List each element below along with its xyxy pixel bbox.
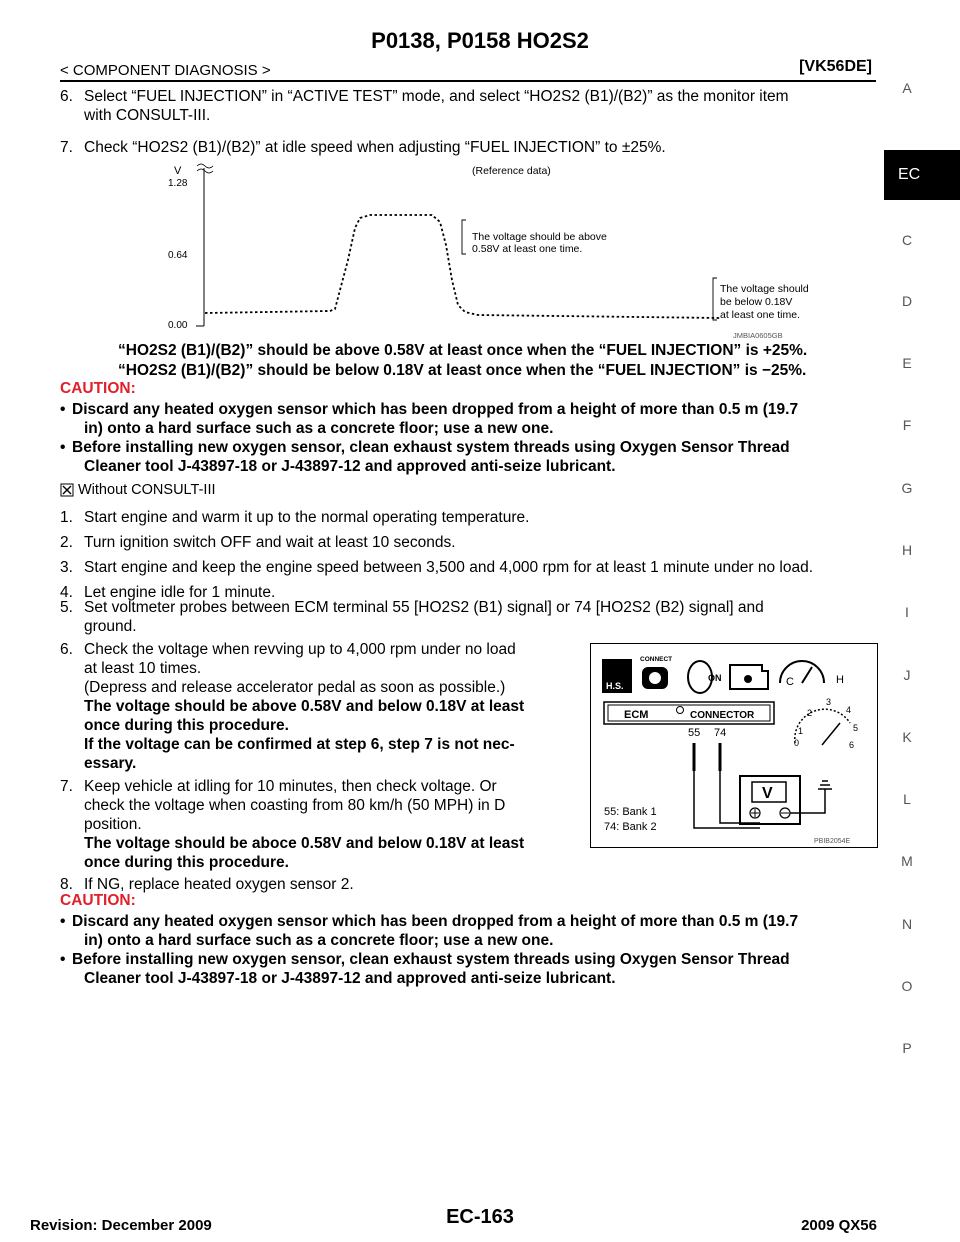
connect-label: CONNECT [640, 656, 673, 663]
spec-below: “HO2S2 (B1)/(B2)” should be below 0.18V at least once when the “FUEL INJECTION” is −25%. [118, 362, 807, 379]
axis-unit: V [174, 165, 182, 177]
section-tab-c[interactable]: C [901, 232, 913, 248]
step-text: (Depress and release accelerator pedal as soon as possible.) [84, 679, 506, 696]
voltage-waveform [205, 215, 720, 318]
caution-text: Before installing new oxygen sensor, clean exhaust system threads using Oxygen Sensor Thread [72, 951, 790, 968]
svg-text:ECM: ECM [624, 709, 649, 721]
tick-label: 0.64 [168, 250, 188, 261]
step-text: Start engine and warm it up to the normal operating temperature. [84, 509, 530, 526]
bank-label: 55: Bank 1 [604, 806, 657, 818]
step-text: check the voltage when coasting from 80 km/h (50 MPH) in D [84, 797, 506, 814]
section-tab-g[interactable]: G [901, 480, 913, 496]
step-text: Check “HO2S2 (B1)/(B2)” at idle speed when adjusting “FUEL INJECTION” to ±25%. [84, 139, 666, 156]
without-consult-label: Without CONSULT-III [78, 482, 216, 498]
section-tab-i[interactable]: I [905, 604, 909, 620]
section-tab-j[interactable]: J [903, 667, 911, 683]
bullet-icon: • [60, 951, 66, 968]
page-number: EC-163 [446, 1206, 514, 1228]
step-text: with CONSULT-III. [84, 107, 211, 124]
step-text: Start engine and keep the engine speed between 3,500 and 4,000 rpm for at least 1 minute under no load. [84, 559, 814, 576]
voltage-graph [160, 160, 820, 342]
step-text: Check the voltage when revving up to 4,000 rpm under no load [84, 641, 516, 658]
caution-label: CAUTION: [60, 380, 136, 397]
svg-text:CONNECTOR: CONNECTOR [690, 710, 755, 721]
spec-above: “HO2S2 (B1)/(B2)” should be above 0.58V at least once when the “FUEL INJECTION” is +25%. [118, 342, 808, 359]
spec-text: If the voltage can be confirmed at step 6, step 7 is not nec- [84, 736, 515, 753]
svg-text:4: 4 [846, 705, 852, 715]
svg-text:ON: ON [708, 673, 722, 683]
svg-text:0: 0 [794, 738, 800, 748]
step-text: at least 10 times. [84, 660, 202, 677]
caution-text: Discard any heated oxygen sensor which has been dropped from a height of more than 0.5 m (19.7 [72, 913, 799, 930]
terminal-55: 55 [688, 727, 701, 739]
note-below: at least one time. [720, 309, 800, 321]
axis-break-icon [197, 164, 213, 173]
tick-label: 0.00 [168, 320, 188, 331]
section-tab-h[interactable]: H [901, 542, 913, 558]
note-above: The voltage should be above [472, 231, 607, 243]
svg-text:C: C [786, 676, 794, 688]
bullet-icon: • [60, 913, 66, 930]
caution-label: CAUTION: [60, 892, 136, 909]
caution-text: Cleaner tool J-43897-18 or J-43897-12 and approved anti-seize lubricant. [84, 458, 616, 475]
svg-text:2: 2 [807, 708, 813, 718]
note-below: The voltage should [720, 283, 809, 295]
figure-code: PBIB2054E [814, 838, 851, 845]
svg-text:1: 1 [798, 726, 804, 736]
svg-text:H.S.: H.S. [606, 681, 624, 691]
step-text: Keep vehicle at idling for 10 minutes, then check voltage. Or [84, 778, 497, 795]
tool-icon [60, 483, 74, 497]
step-text: ground. [84, 618, 137, 635]
section-tab-o[interactable]: O [901, 978, 913, 994]
voltmeter-diagram [590, 643, 878, 848]
bank-label: 74: Bank 2 [604, 821, 657, 833]
reference-label: (Reference data) [472, 165, 551, 177]
bullet-icon: • [60, 401, 66, 418]
section-tab-n[interactable]: N [901, 916, 913, 932]
header-rule [60, 80, 876, 82]
vehicle-model: 2009 QX56 [801, 1217, 877, 1234]
step-text: Select “FUEL INJECTION” in “ACTIVE TEST” mode, and select “HO2S2 (B1)/(B2)” as the monitor item [84, 88, 789, 105]
spec-text: once during this procedure. [84, 854, 289, 871]
section-tab-l[interactable]: L [903, 791, 911, 807]
step-number: 7. [60, 139, 73, 156]
svg-text:6: 6 [849, 740, 855, 750]
section-tab-p[interactable]: P [902, 1040, 912, 1056]
section-tab-f[interactable]: F [902, 417, 912, 433]
step-text: Set voltmeter probes between ECM terminal 55 [HO2S2 (B1) signal] or 74 [HO2S2 (B2) signal] and [84, 599, 764, 616]
bracket-below [713, 278, 717, 320]
section-tab-d[interactable]: D [901, 293, 913, 309]
step-text: position. [84, 816, 142, 833]
caution-text: Before installing new oxygen sensor, clean exhaust system threads using Oxygen Sensor Thread [72, 439, 790, 456]
breadcrumb: < COMPONENT DIAGNOSIS > [60, 62, 271, 79]
bullet-icon: • [60, 439, 66, 456]
step-number: 6. [60, 88, 73, 105]
note-above: 0.58V at least one time. [472, 243, 583, 255]
spec-text: The voltage should be aboce 0.58V and below 0.18V at least [84, 835, 525, 852]
engine-model: [VK56DE] [799, 58, 872, 75]
figure-code: JMBIA0605GB [733, 331, 783, 340]
page-title: P0138, P0158 HO2S2 [371, 28, 589, 53]
section-tab-m[interactable]: M [901, 853, 913, 869]
section-tab-ec-active[interactable]: EC [884, 150, 960, 200]
svg-text:5: 5 [853, 723, 859, 733]
caution-text: Discard any heated oxygen sensor which has been dropped from a height of more than 0.5 m (19.7 [72, 401, 799, 418]
svg-text:H: H [836, 674, 844, 686]
tick-label: 1.28 [168, 178, 188, 189]
caution-text: in) onto a hard surface such as a concrete floor; use a new one. [84, 420, 554, 437]
step-text: Let engine idle for 1 minute. [84, 584, 276, 601]
revision-date: Revision: December 2009 [30, 1217, 212, 1234]
section-tab-k[interactable]: K [902, 729, 912, 745]
spec-text: The voltage should be above 0.58V and below 0.18V at least [84, 698, 525, 715]
caution-text: in) onto a hard surface such as a concrete floor; use a new one. [84, 932, 554, 949]
bracket-above [462, 220, 466, 254]
note-below: be below 0.18V [720, 296, 793, 308]
svg-text:V: V [762, 785, 773, 802]
terminal-74: 74 [714, 727, 727, 739]
spec-text: essary. [84, 755, 137, 772]
step-text: If NG, replace heated oxygen sensor 2. [84, 876, 354, 893]
section-tab-a[interactable]: A [902, 80, 912, 96]
caution-text: Cleaner tool J-43897-18 or J-43897-12 and approved anti-seize lubricant. [84, 970, 616, 987]
section-tab-e[interactable]: E [902, 355, 912, 371]
svg-text:3: 3 [826, 697, 832, 707]
spec-text: once during this procedure. [84, 717, 289, 734]
step-text: Turn ignition switch OFF and wait at least 10 seconds. [84, 534, 456, 551]
